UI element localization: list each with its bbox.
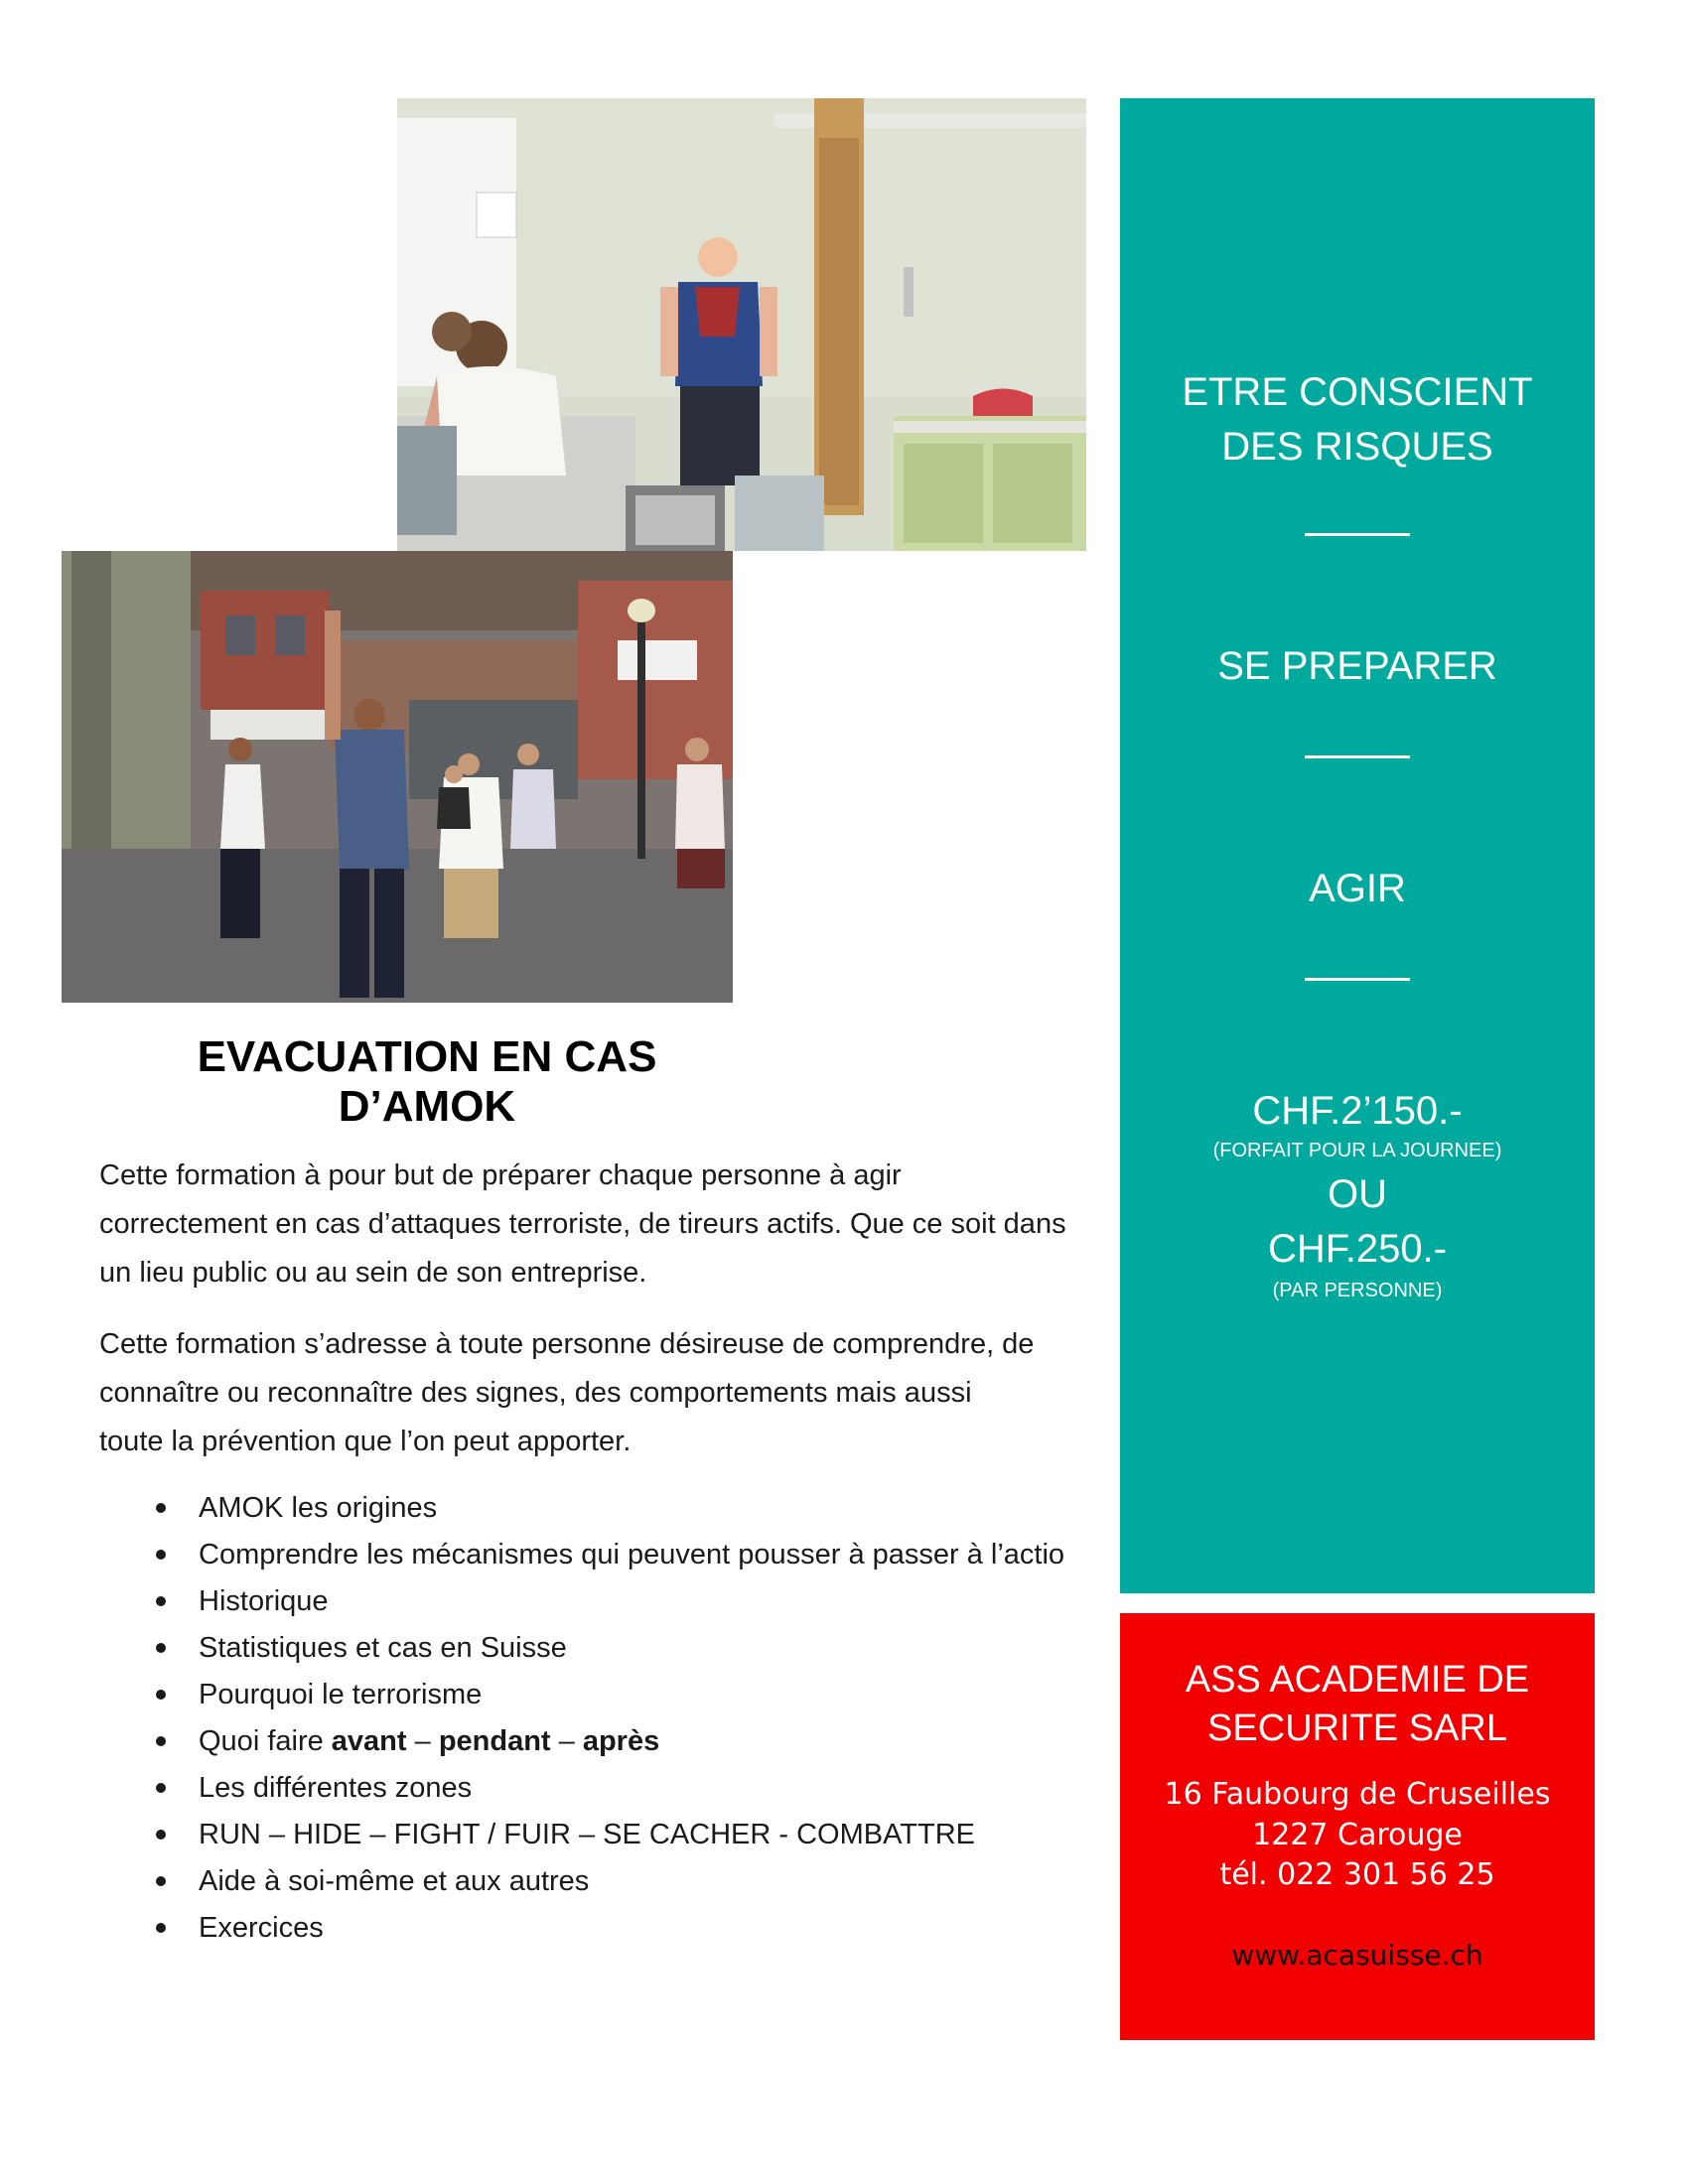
list-item: [99, 1718, 1092, 1765]
bullet-icon: [156, 1550, 166, 1560]
price-day: CHF.2’150.-: [1252, 1089, 1463, 1133]
divider: [1305, 755, 1410, 758]
list-item: [99, 1485, 1092, 1532]
list-item: [99, 1858, 1092, 1905]
list-item-text: Quoi faire: [199, 1725, 332, 1757]
bullet-icon: [156, 1503, 166, 1513]
list-item-text: Pourquoi le terrorisme: [199, 1679, 483, 1710]
list-item-text: Statistiques et cas en Suisse: [199, 1632, 567, 1664]
list-item-text: Exercices: [199, 1912, 324, 1944]
company-name-cont: SECURITE SARL: [1207, 1707, 1507, 1749]
company-name: ASS ACADEMIE DE: [1185, 1659, 1530, 1701]
topics-list: [99, 1485, 1092, 1952]
bullet-icon: [156, 1830, 166, 1840]
bullet-icon: [156, 1690, 166, 1700]
price-day-note: (FORFAIT POUR LA JOURNEE): [1212, 1140, 1502, 1161]
benefit-prepare: SE PREPARER: [1217, 644, 1497, 688]
bullet-icon: [156, 1643, 166, 1653]
bullet-icon: [156, 1923, 166, 1933]
price-person: CHF.250.-: [1267, 1227, 1448, 1271]
bullet-icon: [156, 1596, 166, 1606]
separator: –: [406, 1725, 439, 1757]
list-item-text: Les différentes zones: [199, 1772, 473, 1804]
intro-paragraph: Cette formation à pour but de préparer chaque personne à agir correctement en cas d’attaques terroriste, de tireurs actifs. Que ce soit dans un lieu public ou au sein de son entreprise.: [99, 1160, 1066, 1289]
audience-paragraph-line: Cette formation s’adresse à toute personne désireuse de comprendre, de: [99, 1328, 1035, 1360]
address-city: 1227 Carouge: [1252, 1818, 1463, 1852]
list-item-text: RUN – HIDE – FIGHT / FUIR – SE CACHER - COMBATTRE: [199, 1819, 976, 1850]
audience-paragraph-line: toute la prévention que l’on peut apporter.: [99, 1426, 632, 1457]
bullet-icon: [156, 1783, 166, 1793]
list-item: [99, 1812, 1092, 1858]
classroom-training-photo: [397, 98, 1086, 551]
website-link[interactable]: www.acasuisse.ch: [1231, 1939, 1483, 1972]
keyword-apres: après: [582, 1725, 660, 1757]
page-title: EVACUATION EN CAS D’AMOK: [197, 1032, 657, 1131]
list-item: [99, 1905, 1092, 1952]
list-item-text: Comprendre les mécanismes qui peuvent pousser à passer à l’actio: [199, 1539, 1065, 1570]
list-item: [99, 1532, 1092, 1578]
list-item: [99, 1578, 1092, 1625]
list-item-text: AMOK les origines: [199, 1492, 438, 1524]
separator: –: [550, 1725, 583, 1757]
list-item: [99, 1625, 1092, 1672]
price-person-note: (PAR PERSONNE): [1272, 1280, 1443, 1301]
divider: [1305, 978, 1410, 981]
price-or: OU: [1328, 1172, 1387, 1216]
divider: [1305, 533, 1410, 536]
street-evacuation-photo: [62, 551, 733, 1003]
benefit-aware: ETRE CONSCIENT: [1182, 370, 1533, 414]
bullet-icon: [156, 1736, 166, 1746]
list-item: [99, 1672, 1092, 1718]
benefits-panel: [1120, 98, 1595, 1593]
benefit-act: AGIR: [1309, 867, 1406, 910]
list-item-text: Aide à soi-même et aux autres: [199, 1865, 590, 1897]
list-item-text: Historique: [199, 1585, 329, 1617]
benefit-aware-cont: DES RISQUES: [1221, 425, 1493, 469]
phone-number: tél. 022 301 56 25: [1219, 1857, 1495, 1892]
bullet-icon: [156, 1876, 166, 1886]
address-street: 16 Faubourg de Cruseilles: [1164, 1777, 1551, 1812]
list-item: [99, 1765, 1092, 1812]
keyword-pendant: pendant: [438, 1725, 551, 1757]
audience-paragraph: [99, 1320, 1092, 1466]
keyword-avant: avant: [331, 1725, 407, 1757]
audience-paragraph-line: connaître ou reconnaître des signes, des comportements mais aussi: [99, 1377, 972, 1409]
contact-panel: [1120, 1613, 1595, 2040]
